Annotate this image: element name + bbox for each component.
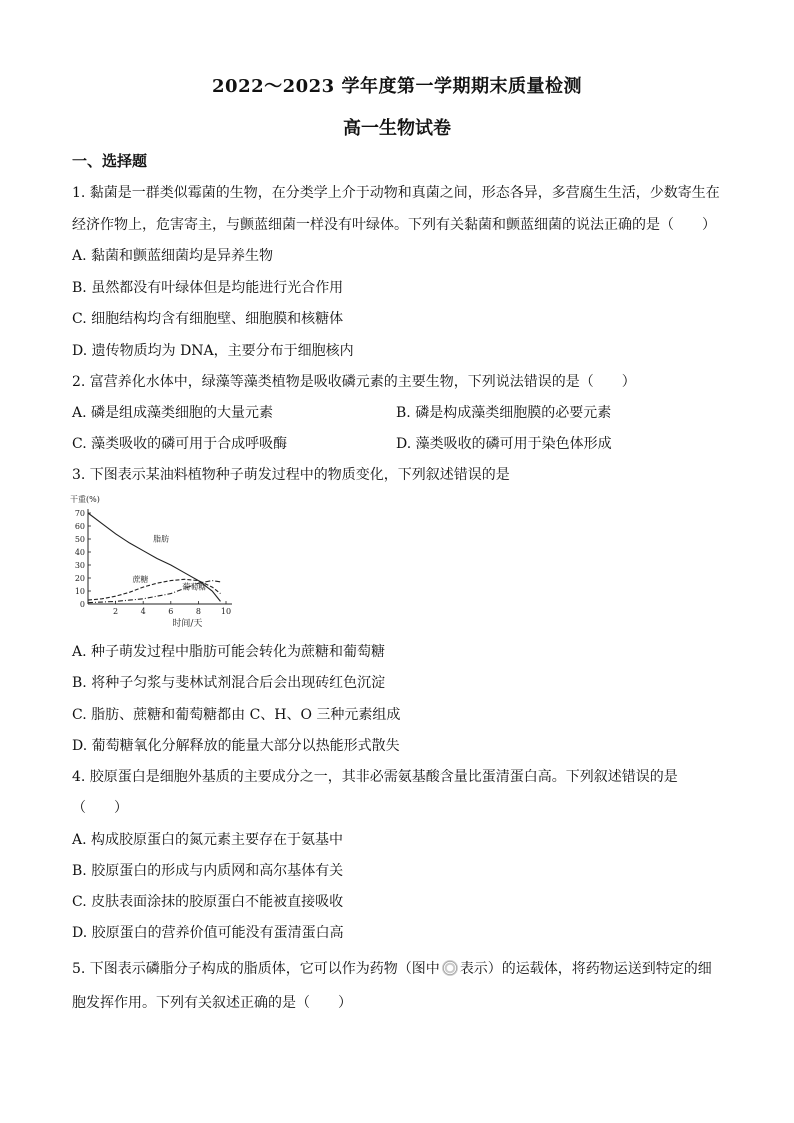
- series-label-2: 葡萄糖: [182, 582, 207, 592]
- x-axis-label: 时间/天: [172, 619, 203, 629]
- q1-stem-line1: 1. 黏菌是一群类似霉菌的生物，在分类学上介于动物和真菌之间，形态各异，多营腐生生活，少数寄生在: [72, 185, 720, 201]
- y-tick-label: 30: [74, 561, 85, 570]
- y-axis-label: 干重(%): [70, 495, 100, 504]
- q3-option-b: B. 将种子匀浆与斐林试剂混合后会出现砖红色沉淀: [72, 675, 386, 691]
- q2-option-c: C. 藻类吸收的磷可用于合成呼吸酶: [72, 436, 288, 452]
- q4-stem-line2: （ ）: [72, 800, 128, 816]
- q1-option-d: D. 遗传物质均为 DNA，主要分布于细胞核内: [72, 343, 354, 359]
- q4-option-b: B. 胶原蛋白的形成与内质网和高尔基体有关: [72, 863, 344, 879]
- q3-stem: 3. 下图表示某油料植物种子萌发过程中的物质变化，下列叙述错误的是: [72, 467, 510, 483]
- y-tick-label: 70: [74, 509, 85, 518]
- x-tick-label: 2: [113, 607, 119, 616]
- q2-option-b: B. 磷是构成藻类细胞膜的必要元素: [396, 405, 612, 421]
- series-label-1: 蔗糖: [132, 574, 149, 584]
- y-tick-label: 50: [74, 535, 85, 544]
- q3-option-d: D. 葡萄糖氧化分解释放的能量大部分以热能形式散失: [72, 738, 400, 754]
- q4-option-c: C. 皮肤表面涂抹的胶原蛋白不能被直接吸收: [72, 894, 344, 910]
- q5-stem-after: 表示）的运载体，将药物运送到特定的细: [459, 961, 712, 977]
- q5-stem-before: 5. 下图表示磷脂分子构成的脂质体，它可以作为药物（图中: [72, 961, 440, 977]
- drug-circle-icon: [442, 960, 458, 976]
- q4-option-d: D. 胶原蛋白的营养价值可能没有蛋清蛋白高: [72, 925, 344, 941]
- q4-option-a: A. 构成胶原蛋白的氮元素主要存在于氨基中: [72, 832, 344, 848]
- q4-stem-line1: 4. 胶原蛋白是细胞外基质的主要成分之一，其非必需氨基酸含量比蛋清蛋白高。下列叙述错误的是: [72, 769, 678, 785]
- x-tick-label: 8: [195, 607, 201, 616]
- y-tick-label: 20: [74, 574, 85, 583]
- q3-option-a: A. 种子萌发过程中脂肪可能会转化为蔗糖和葡萄糖: [72, 644, 386, 660]
- x-tick-label: 6: [168, 607, 174, 616]
- exam-subtitle: 高一生物试卷: [343, 118, 451, 139]
- q1-stem-line2: 经济作物上，危害寄主，与颤蓝细菌一样没有叶绿体。下列有关黏菌和颤蓝细菌的说法正确的是（ ）: [72, 217, 716, 233]
- q5-stem-line2: 胞发挥作用。下列有关叙述正确的是（ ）: [72, 995, 352, 1011]
- x-tick-label: 10: [220, 607, 232, 616]
- series-label-0: 脂肪: [153, 534, 170, 544]
- x-tick-label: 4: [140, 607, 146, 616]
- chart-svg: [68, 492, 238, 632]
- y-tick-label: 0: [79, 600, 85, 609]
- q2-stem: 2. 富营养化水体中，绿藻等藻类植物是吸收磷元素的主要生物，下列说法错误的是（ ）: [72, 374, 636, 390]
- q5-stem-line1: [72, 958, 712, 978]
- q1-option-b: B. 虽然都没有叶绿体但是均能进行光合作用: [72, 280, 344, 296]
- q2-option-a: A. 磷是组成藻类细胞的大量元素: [72, 405, 274, 421]
- y-tick-label: 40: [74, 548, 85, 557]
- y-tick-label: 60: [74, 522, 85, 531]
- seed-germination-chart: [68, 492, 238, 632]
- q2-option-d: D. 藻类吸收的磷可用于染色体形成: [396, 436, 612, 452]
- q1-option-a: A. 黏菌和颤蓝细菌均是异养生物: [72, 248, 274, 264]
- exam-title: 2022～2023 学年度第一学期期末质量检测: [212, 76, 582, 97]
- section-label: 一、选择题: [72, 152, 148, 170]
- y-tick-label: 10: [74, 587, 85, 596]
- q1-option-c: C. 细胞结构均含有细胞壁、细胞膜和核糖体: [72, 311, 344, 327]
- q3-option-c: C. 脂肪、蔗糖和葡萄糖都由 C、H、O 三种元素组成: [72, 707, 401, 723]
